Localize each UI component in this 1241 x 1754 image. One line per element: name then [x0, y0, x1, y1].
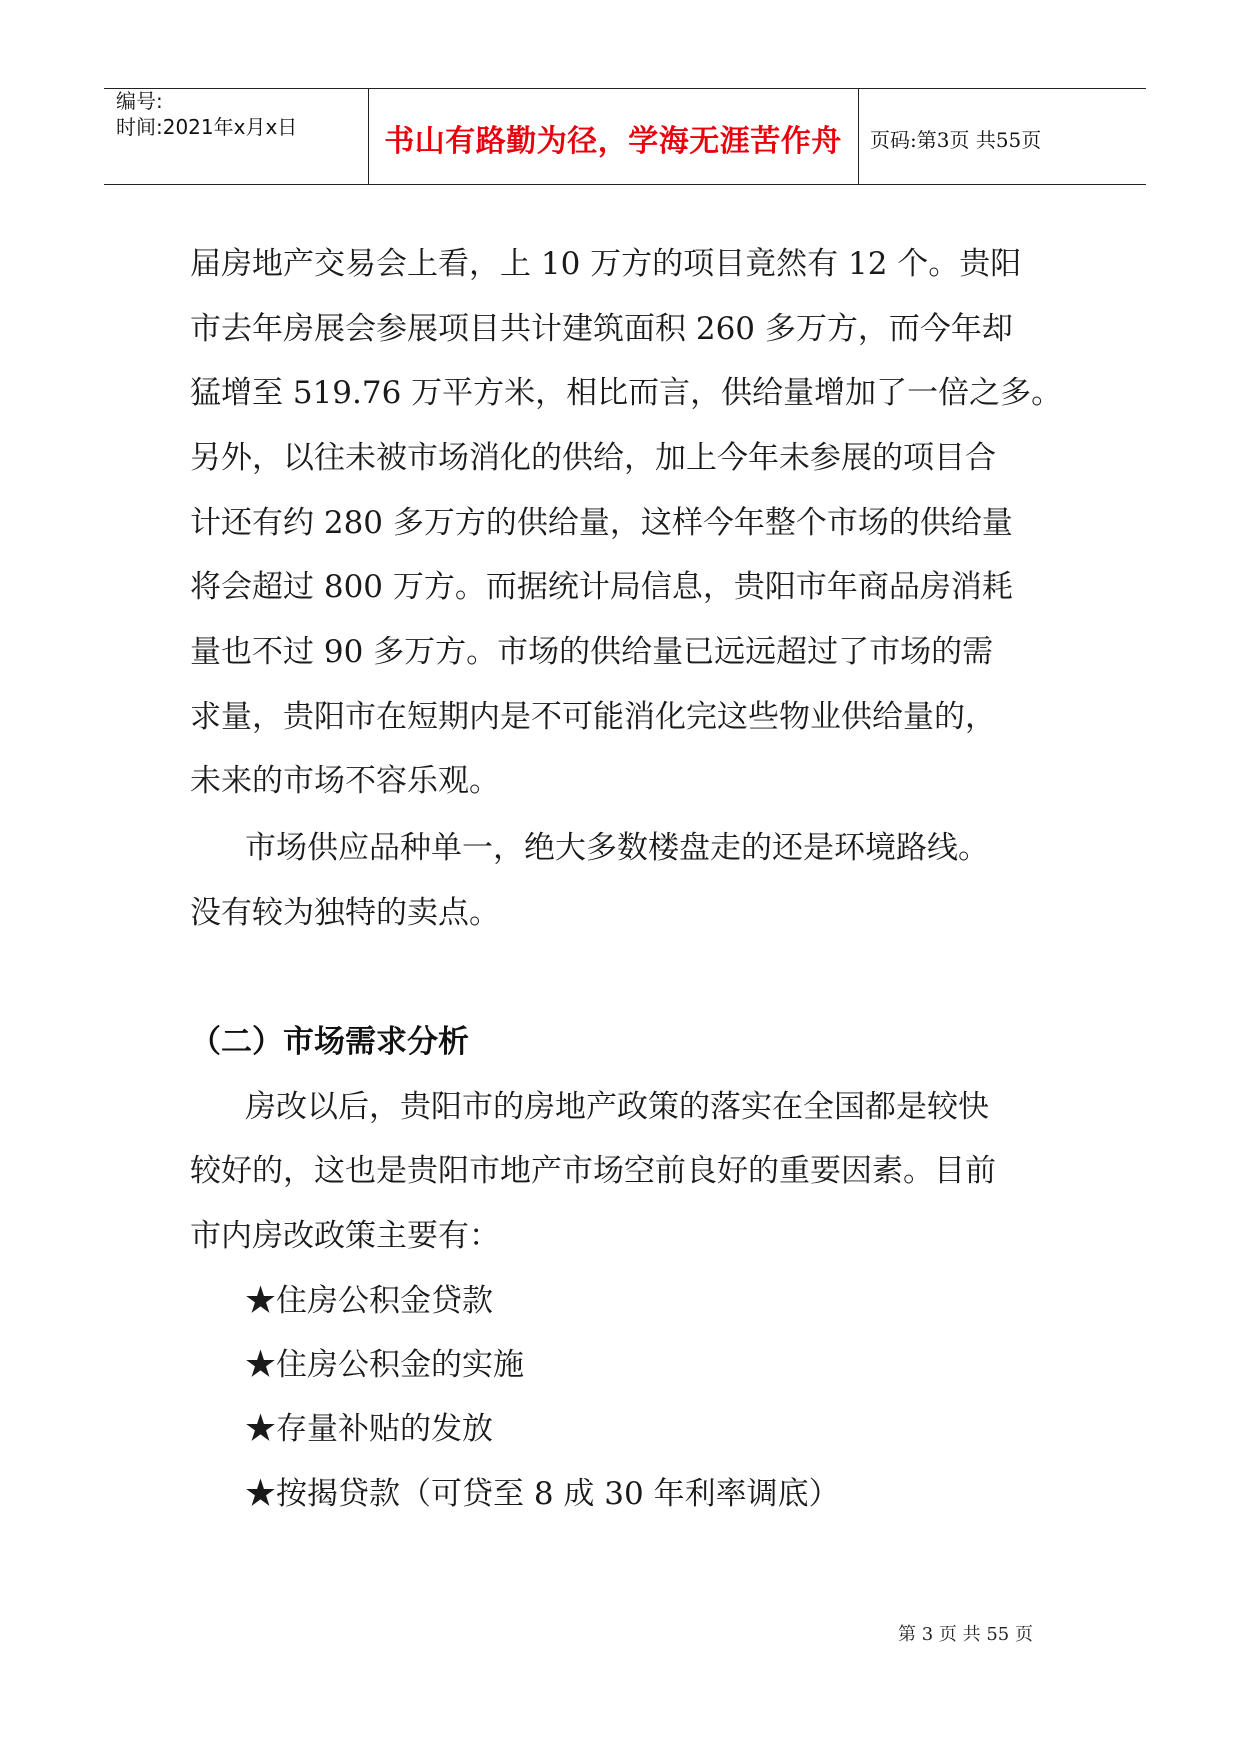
list-item: ★存量补贴的发放	[245, 1411, 493, 1447]
header-page-info: 页码:第3页 共55页	[870, 128, 1042, 152]
text-line: 未来的市场不容乐观。	[190, 763, 500, 799]
text-line: 房改以后，贵阳市的房地产政策的落实在全国都是较快	[245, 1089, 989, 1125]
time-label: 时间:2021年x月x日	[116, 115, 298, 139]
list-item: ★住房公积金贷款	[245, 1283, 493, 1319]
header-right-cell	[858, 89, 1146, 184]
list-item: ★按揭贷款（可贷至 8 成 30 年利率调底）	[245, 1476, 840, 1512]
text-line: 猛增至 519.76 万平方米，相比而言，供给量增加了一倍之多。	[190, 375, 1063, 411]
header-left-cell	[104, 89, 369, 184]
text-line: 届房地产交易会上看，上 10 万方的项目竟然有 12 个。贵阳	[190, 246, 1022, 282]
section-heading: （二）市场需求分析	[190, 1024, 469, 1060]
list-item: ★住房公积金的实施	[245, 1347, 524, 1383]
text-line: 较好的，这也是贵阳市地产市场空前良好的重要因素。目前	[190, 1153, 996, 1189]
text-line: 将会超过 800 万方。而据统计局信息，贵阳市年商品房消耗	[190, 569, 1013, 605]
text-line: 市场供应品种单一，绝大多数楼盘走的还是环境路线。	[245, 830, 989, 866]
text-line: 另外，以往未被市场消化的供给，加上今年未参展的项目合	[190, 440, 996, 476]
header-mid-cell	[368, 89, 859, 184]
text-line: 市内房改政策主要有：	[190, 1218, 500, 1254]
page-footer: 第 3 页 共 55 页	[898, 1624, 1033, 1645]
text-line: 求量，贵阳市在短期内是不可能消化完这些物业供给量的，	[190, 699, 996, 735]
header-motto: 书山有路勤为径，学海无涯苦作舟	[384, 124, 842, 159]
text-line: 市去年房展会参展项目共计建筑面积 260 多万方，而今年却	[190, 311, 1013, 347]
page-header	[104, 88, 1146, 185]
text-line: 没有较为独特的卖点。	[190, 895, 500, 931]
text-line: 计还有约 280 多万方的供给量，这样今年整个市场的供给量	[190, 505, 1013, 541]
text-line: 量也不过 90 多万方。市场的供给量已远远超过了市场的需	[190, 634, 994, 670]
serial-label: 编号:	[116, 89, 163, 113]
